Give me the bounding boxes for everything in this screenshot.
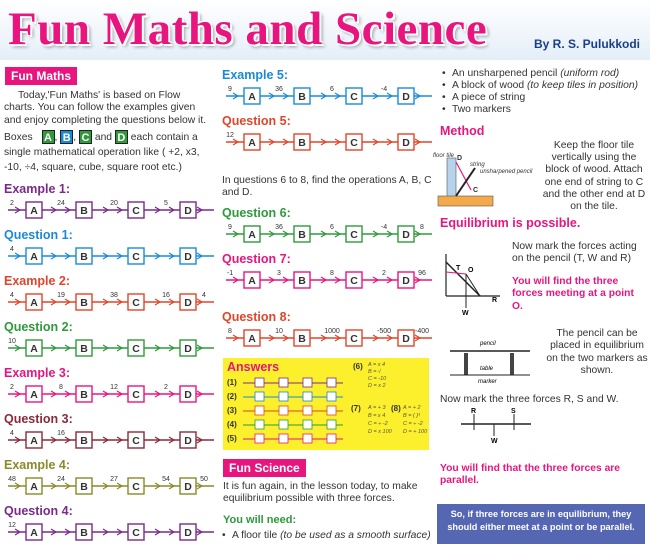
flow-box-letter: C	[132, 343, 140, 355]
answer-6-values	[368, 362, 386, 390]
answer-row-box	[279, 392, 288, 401]
flow-box-letter: B	[298, 229, 306, 241]
answer-8-label: (8)	[391, 404, 401, 413]
byline: By R. S. Pulukkodi	[534, 37, 641, 51]
answer-row-chart	[243, 377, 343, 389]
answer-8-d: D = + 100	[403, 429, 428, 435]
flow-value: 4	[10, 430, 14, 437]
flow-box-letter: D	[184, 481, 192, 493]
flow-label: Question 5:	[222, 114, 291, 128]
flow-chart	[4, 199, 209, 219]
flow-box-letter: A	[248, 333, 256, 345]
need-item	[440, 68, 650, 80]
fun-maths-heading: Fun Maths	[5, 67, 77, 85]
equilibrium-heading: Equilibrium is possible.	[440, 216, 581, 230]
flow-value: 36	[275, 86, 283, 93]
flow-chart	[4, 521, 209, 541]
instruction-text: In questions 6 to 8, find the operations A, B, C and D.	[222, 175, 432, 199]
flow-value: 48	[8, 476, 16, 483]
flow-box-letter: C	[350, 91, 358, 103]
flow-value: 8	[330, 270, 334, 277]
boxes-description: Boxes A , B , C and D each contain a single mathematical operation like ( +2, x3, -10, ÷4, square, cube, square root etc.)	[4, 132, 200, 173]
answer-row-box	[279, 406, 288, 415]
flow-value: 1000	[324, 328, 340, 335]
answer-row-chart	[243, 419, 343, 431]
flow-value: -1	[226, 270, 234, 277]
flow-chart	[4, 291, 209, 311]
flow-box-letter: D	[184, 389, 192, 401]
need-item	[440, 92, 650, 104]
answer-6-label: (6)	[353, 362, 363, 371]
flow-chart	[4, 429, 209, 449]
marker-right	[510, 353, 514, 375]
answer-row-label: (2)	[227, 392, 237, 401]
flow-box-letter: A	[30, 205, 38, 217]
flow-value: 27	[110, 476, 118, 483]
flow-box-letter: B	[80, 343, 88, 355]
answer-8-a: A = + 2	[403, 405, 421, 411]
equilibrium-text-3: Now mark the three forces R, S and W.	[440, 394, 619, 405]
equilibrium-result-2: You will find that the three forces are parallel.	[440, 463, 621, 487]
label-t: T	[456, 265, 461, 272]
need-item-text: A piece of string	[452, 92, 526, 103]
flow-box-letter: B	[298, 275, 306, 287]
flow-label: Example 4:	[4, 458, 71, 472]
page-title: Fun Maths and Science	[8, 3, 488, 55]
boxes-text: Boxes	[4, 132, 33, 143]
need-list-1	[220, 530, 435, 542]
answer-row-box	[327, 392, 336, 401]
flow-box-letter: C	[132, 527, 140, 539]
flow-value: 4	[10, 292, 14, 299]
flow-box-letter: D	[184, 435, 192, 447]
answer-8-c: C = ÷ -2	[403, 421, 423, 427]
flow-chart	[222, 85, 427, 105]
flow-box-letter: A	[248, 275, 256, 287]
label-d: D	[457, 155, 463, 162]
flow-value: 10	[275, 328, 283, 335]
flow-box-letter: B	[80, 251, 88, 263]
flow-label: Example 2:	[4, 274, 71, 288]
answer-row-box	[303, 420, 312, 429]
flow-box-letter: B	[298, 137, 306, 149]
flow-box-letter: A	[30, 297, 38, 309]
answer-7-b: B = x 4	[368, 413, 386, 419]
flow-box-letter: B	[80, 435, 88, 447]
flow-label: Question 3:	[4, 412, 73, 426]
method-diagram	[433, 148, 538, 210]
answer-7-values	[368, 404, 392, 436]
flow-box-letter: B	[80, 297, 88, 309]
flow-box-letter: C	[350, 229, 358, 241]
answer-row-box	[255, 434, 264, 443]
need-item-text: An unsharpened pencil	[452, 68, 558, 79]
flow-value: 5	[164, 200, 168, 207]
answer-6-c: C = -10	[368, 376, 387, 382]
flow-box-letter: C	[350, 275, 358, 287]
label-c: C	[473, 187, 479, 194]
flow-box-letter: C	[132, 297, 140, 309]
label-w2: W	[491, 438, 498, 445]
answer-6-a: A = x 4	[368, 362, 386, 368]
label-o: O	[468, 267, 474, 274]
flow-value: 9	[228, 224, 232, 231]
flow-chart	[4, 383, 209, 403]
answer-row-box	[255, 378, 264, 387]
flow-value: 10	[8, 338, 16, 345]
flow-box-letter: A	[30, 527, 38, 539]
answer-row-box	[255, 406, 264, 415]
flow-value: 24	[57, 476, 65, 483]
label-string: string	[470, 162, 485, 168]
answer-row-label: (1)	[227, 378, 237, 387]
need-item-note: (to be used as a smooth surface)	[280, 530, 431, 541]
answer-row-box	[279, 420, 288, 429]
flow-value: 50	[200, 476, 208, 483]
answer-7-d: D = x 100	[368, 429, 392, 435]
need-item	[440, 80, 650, 92]
need-list-2	[440, 68, 650, 116]
answer-row-chart	[243, 433, 343, 445]
flow-value: 8	[420, 224, 424, 231]
flow-box-letter: B	[298, 333, 306, 345]
flow-chart	[4, 475, 209, 495]
answers-heading: Answers	[227, 360, 280, 374]
answer-row-box	[303, 406, 312, 415]
flow-value: 96	[418, 270, 426, 277]
wood-block-shape	[438, 196, 493, 206]
flow-value: -500	[376, 328, 392, 335]
flow-value: 20	[110, 200, 118, 207]
flow-value: 4	[202, 292, 206, 299]
flow-box-letter: A	[30, 251, 38, 263]
flow-value: -400	[414, 328, 430, 335]
answer-row-label: (4)	[227, 420, 237, 429]
flow-box-letter: C	[350, 137, 358, 149]
flow-box-letter: A	[30, 343, 38, 355]
flow-box-letter: D	[184, 343, 192, 355]
need-item-text: A floor tile	[232, 530, 278, 541]
box-d: D	[115, 130, 128, 144]
label-floor-tile: floor tile	[433, 153, 455, 159]
flow-chart	[4, 337, 209, 357]
flow-box-letter: D	[184, 251, 192, 263]
answer-row-box	[327, 378, 336, 387]
flow-box-letter: A	[248, 91, 256, 103]
answer-row-label: (5)	[227, 434, 237, 443]
flow-value: 12	[110, 384, 118, 391]
flow-value: 9	[228, 86, 232, 93]
label-pencil-2: pencil	[480, 341, 496, 347]
method-heading: Method	[440, 124, 485, 138]
flow-label: Question 4:	[4, 504, 73, 518]
flow-value: 6	[330, 86, 334, 93]
flow-label: Question 8:	[222, 310, 291, 324]
flow-chart	[222, 327, 430, 347]
flow-box-letter: B	[80, 389, 88, 401]
rod-line	[446, 262, 480, 296]
flow-chart	[4, 245, 209, 265]
need-item-text: Two markers	[452, 104, 511, 115]
flow-box-letter: C	[132, 481, 140, 493]
flow-value: 16	[162, 292, 170, 299]
flow-label: Example 1:	[4, 182, 71, 196]
flow-value: 12	[226, 132, 234, 139]
flow-box-letter: D	[402, 137, 410, 149]
flow-value: 36	[275, 224, 283, 231]
label-r2: R	[471, 408, 477, 415]
flow-box-letter: D	[402, 229, 410, 241]
flow-box-letter: C	[132, 251, 140, 263]
answer-row-box	[327, 406, 336, 415]
flow-value: 2	[382, 270, 386, 277]
answer-row-chart	[243, 391, 343, 403]
flow-box-letter: B	[80, 481, 88, 493]
flow-value: 12	[8, 522, 16, 529]
label-marker: marker	[478, 379, 497, 385]
answer-row-box	[303, 378, 312, 387]
flow-label: Example 3:	[4, 366, 71, 380]
flow-value: 4	[10, 246, 14, 253]
answer-row-label: (3)	[227, 406, 237, 415]
forces-diagram-2	[456, 406, 536, 444]
box-c: C	[79, 130, 92, 144]
equilibrium-text-2: The pencil can be placed in equilibrium on the two markers as shown.	[546, 328, 648, 377]
need-item-text: A block of wood	[452, 80, 525, 91]
you-will-need-heading: You will need:	[223, 514, 297, 526]
answer-7-label: (7)	[351, 404, 361, 413]
flow-value: 8	[59, 384, 63, 391]
label-pencil: unsharpened pencil	[480, 169, 533, 175]
flow-box-letter: A	[30, 481, 38, 493]
flow-label: Example 5:	[222, 68, 289, 82]
flow-box-letter: C	[132, 389, 140, 401]
flow-box-letter: A	[30, 389, 38, 401]
box-a: A	[42, 130, 55, 144]
flow-box-letter: D	[184, 527, 192, 539]
need-item-note: (uniform rod)	[560, 68, 620, 79]
flow-box-letter: C	[350, 333, 358, 345]
flow-value: 3	[277, 270, 281, 277]
flow-value: 2	[10, 200, 14, 207]
answers-box	[223, 358, 429, 450]
flow-box-letter: A	[248, 229, 256, 241]
flow-value: 2	[10, 384, 14, 391]
fun-science-intro: It is fun again, in the lesson today, to make equilibrium possible with three forces.	[223, 481, 418, 505]
answer-row-chart	[243, 405, 343, 417]
flow-value: 54	[162, 476, 170, 483]
flow-box-letter: D	[402, 275, 410, 287]
flow-box-letter: D	[402, 91, 410, 103]
need-item-note: (to keep tiles in position)	[527, 80, 639, 91]
label-table: table	[480, 366, 494, 372]
label-r: R	[492, 297, 498, 304]
answer-6-b: B = √	[368, 369, 381, 375]
flow-chart	[222, 269, 427, 289]
flow-value: 16	[57, 430, 65, 437]
flow-box-letter: B	[80, 527, 88, 539]
forces-diagram-1	[440, 252, 512, 316]
need-item	[440, 104, 650, 116]
flow-value: 24	[57, 200, 65, 207]
flow-box-letter: D	[402, 333, 410, 345]
flow-label: Question 6:	[222, 206, 291, 220]
flow-box-letter: C	[132, 205, 140, 217]
marker-left	[464, 353, 468, 375]
flow-chart	[222, 131, 427, 151]
answer-row-box	[303, 392, 312, 401]
box-b: B	[60, 130, 73, 144]
answer-8-values	[403, 404, 427, 436]
flow-box-letter: B	[298, 91, 306, 103]
answer-row-box	[255, 420, 264, 429]
method-text: Keep the floor tile vertically using the block of wood. Attach one end of string to C and the other end at D on the tile.	[542, 140, 646, 213]
answer-row-box	[327, 434, 336, 443]
fun-science-heading: Fun Science	[223, 459, 306, 477]
flow-box-letter: A	[248, 137, 256, 149]
flow-value: 8	[228, 328, 232, 335]
flow-box-letter: D	[184, 205, 192, 217]
conclusion-note: So, if three forces are in equilibrium, they should either meet at a point or be parallel.	[437, 504, 645, 544]
label-s2: S	[511, 408, 516, 415]
boxes-text-rest: each contain a single mathematical operation like ( +2, x3, -10, ÷4, square, cube, square root etc.)	[4, 132, 200, 173]
flow-box-letter: C	[132, 435, 140, 447]
answer-row-box	[279, 434, 288, 443]
flow-box-letter: D	[184, 297, 192, 309]
answer-7-a: A = + 3	[368, 405, 386, 411]
need-item	[220, 530, 435, 542]
and-text: and	[94, 132, 113, 143]
answer-row-box	[279, 378, 288, 387]
flow-value: 2	[164, 384, 168, 391]
flow-label: Question 7:	[222, 252, 291, 266]
flow-value: 6	[330, 224, 334, 231]
label-w: W	[462, 310, 469, 317]
flow-box-letter: A	[30, 435, 38, 447]
flow-value: -4	[380, 86, 388, 93]
flow-value: 38	[110, 292, 118, 299]
answer-8-b: B = ( )³	[403, 413, 420, 419]
equilibrium-text-1: Now mark the forces acting on the pencil (T, W and R)	[512, 241, 637, 265]
answer-6-d: D = x 2	[368, 383, 386, 389]
fun-maths-intro: Today,'Fun Maths' is based on Flow charts. You can follow the examples given and enjoy completing the questions below it.	[4, 90, 207, 126]
answer-row-box	[303, 434, 312, 443]
header	[0, 0, 650, 60]
flow-label: Question 1:	[4, 228, 73, 242]
answer-7-c: C = ÷ -2	[368, 421, 388, 427]
answer-row-box	[327, 420, 336, 429]
flow-value: -4	[380, 224, 388, 231]
flow-label: Question 2:	[4, 320, 73, 334]
markers-diagram	[440, 337, 540, 389]
flow-chart	[222, 223, 427, 243]
equilibrium-result-1: You will find the three forces meeting at a point O.	[512, 276, 634, 312]
answer-row-box	[255, 392, 264, 401]
flow-box-letter: B	[80, 205, 88, 217]
flow-value: 19	[57, 292, 65, 299]
